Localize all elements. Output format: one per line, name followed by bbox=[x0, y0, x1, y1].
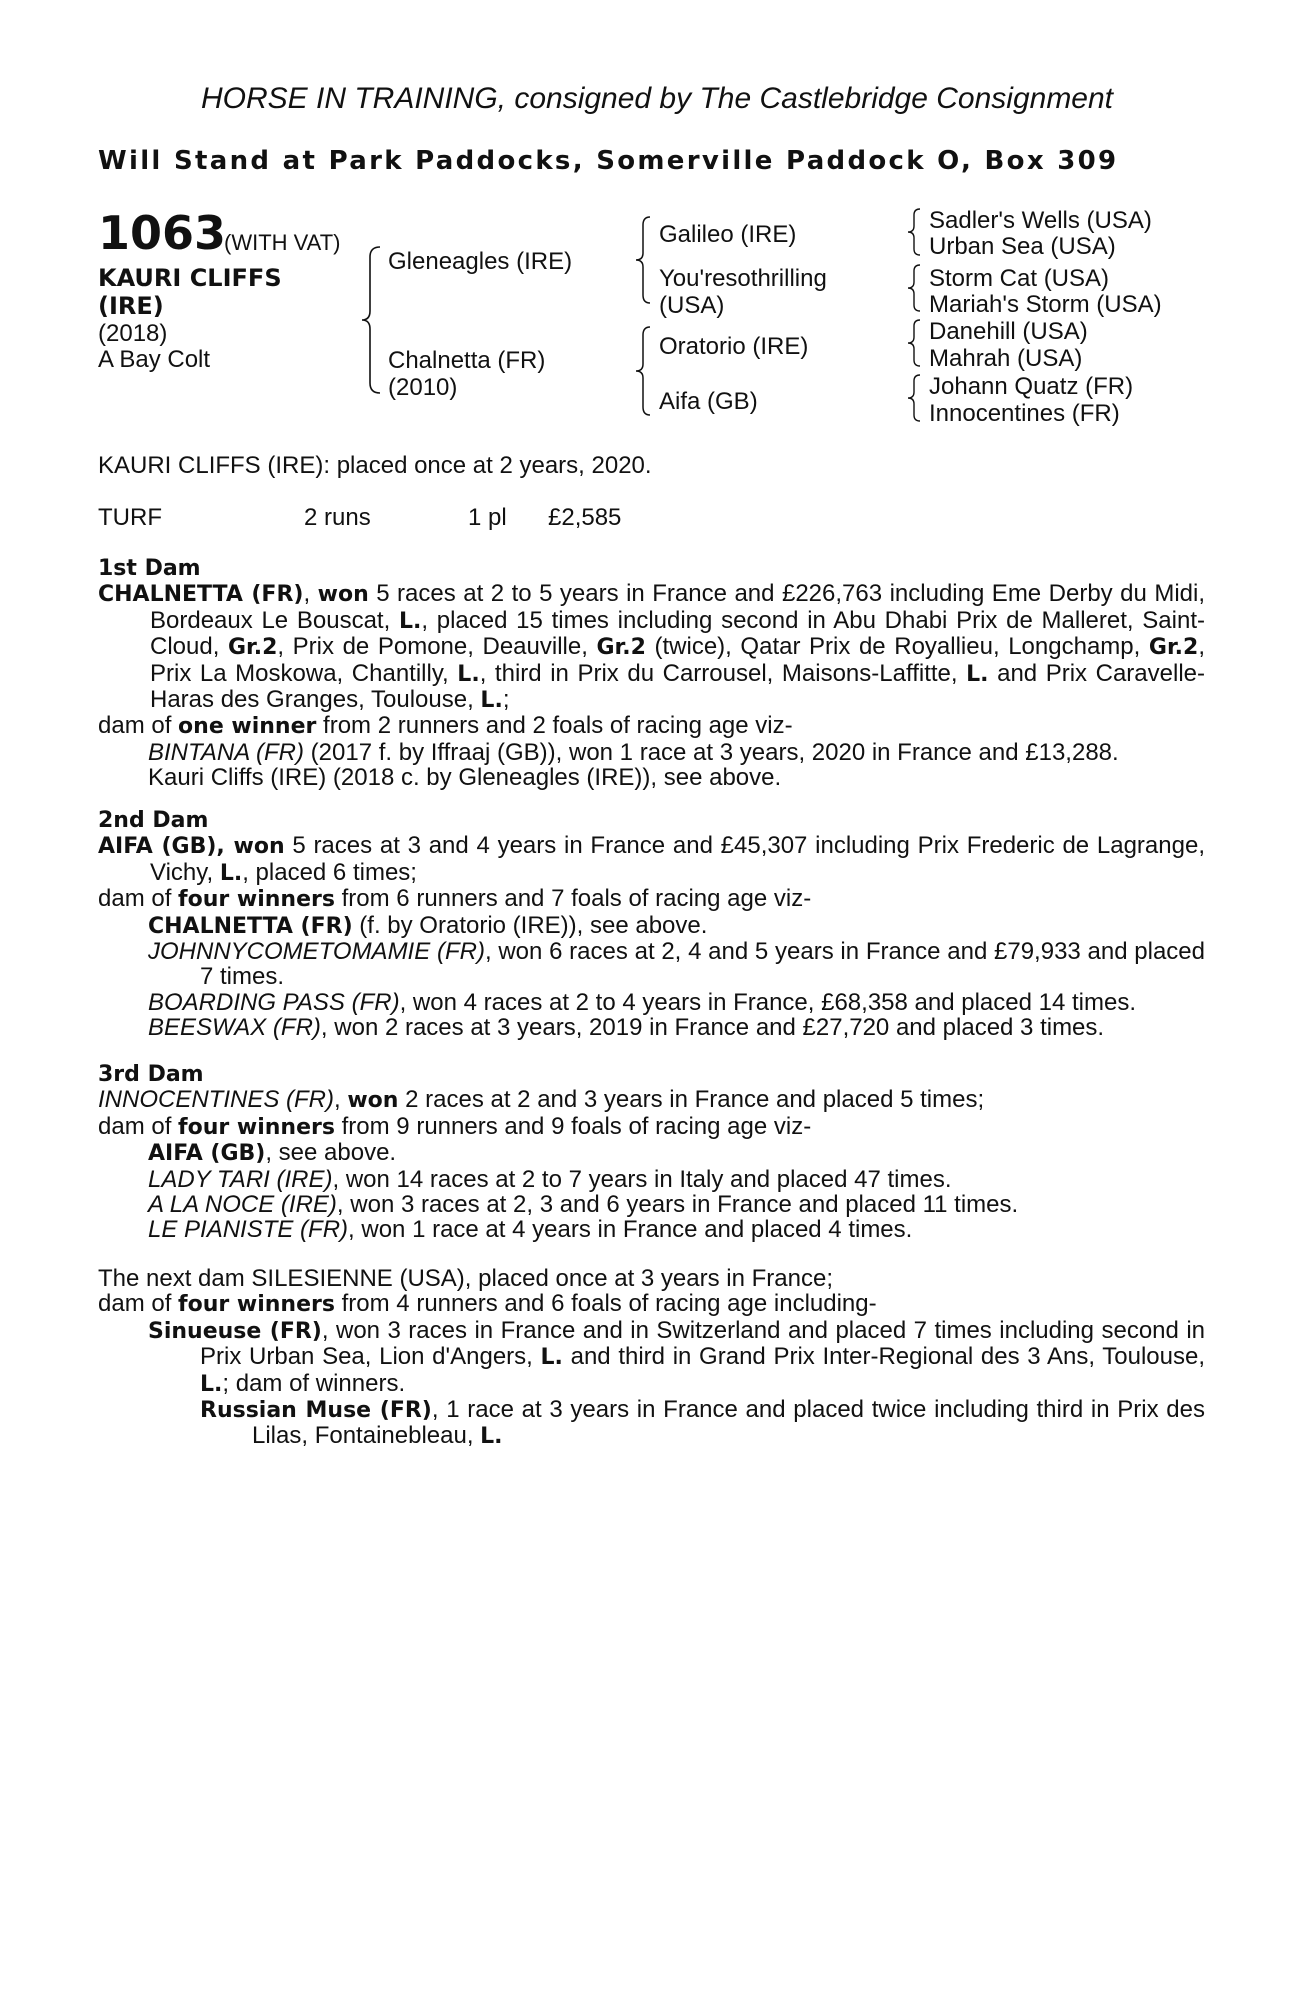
progeny-item bbox=[98, 1397, 1205, 1450]
pedigree-sdd: Mariah's Storm (USA) bbox=[929, 291, 1162, 318]
pedigree-ddd: Innocentines (FR) bbox=[929, 400, 1120, 427]
progeny-text: , see above. bbox=[265, 1139, 397, 1167]
group-tag: Gr.2 bbox=[596, 635, 646, 661]
progeny-item bbox=[98, 1140, 1205, 1166]
progeny-text: , won 2 races at 3 years, 2019 in France and £27,720 and placed 3 times. bbox=[320, 1014, 1105, 1042]
record-earnings: £2,585 bbox=[548, 504, 622, 531]
horse-description: A Bay Colt bbox=[98, 346, 211, 373]
progeny-name: LADY TARI (IRE) bbox=[148, 1165, 333, 1193]
pedigree-dsd: Mahrah (USA) bbox=[929, 345, 1083, 372]
progeny-text: , won 4 races at 2 to 4 years in France, £68,358 and placed 14 times. bbox=[399, 988, 1137, 1016]
first-dam-name: CHALNETTA (FR) bbox=[98, 582, 304, 608]
first-dam-produce bbox=[98, 713, 1205, 739]
progeny-name: JOHNNYCOMETOMAMIE (FR) bbox=[148, 938, 485, 966]
progeny-name: Russian Muse (FR) bbox=[200, 1398, 432, 1424]
pedigree-dss: Danehill (USA) bbox=[929, 318, 1088, 345]
pedigree-sire-dam-country: (USA) bbox=[659, 292, 725, 319]
horse-name-line2: (IRE) bbox=[98, 292, 164, 320]
pedigree-dam: Chalnetta (FR) bbox=[388, 347, 546, 374]
progeny-text: , won 6 races at 2, 4 and 5 years in France and £79,933 and placed 7 times. bbox=[200, 938, 1205, 991]
progeny-name: BINTANA (FR) bbox=[148, 738, 304, 766]
produce-text: dam of bbox=[98, 712, 179, 740]
pedigree-sire-dam: You'resothrilling bbox=[659, 265, 827, 292]
progeny-name: CHALNETTA (FR) bbox=[148, 913, 353, 939]
progeny-text: , won 3 races in France and in Switzerland and placed 7 times including second in Prix Urban Sea, Lion d'Angers, bbox=[200, 1316, 1206, 1371]
third-dam-name: INNOCENTINES (FR) bbox=[98, 1086, 334, 1114]
listed-tag: L. bbox=[219, 860, 243, 886]
first-dam-text: 5 races at 2 to 5 years in France and £226,763 including Eme Derby du Midi, Bordeaux Le Bouscat, bbox=[150, 580, 1206, 634]
pedigree-dam-sire: Oratorio (IRE) bbox=[659, 333, 809, 360]
progeny-text: and third in Grand Prix Inter-Regional des 3 Ans, Toulouse, bbox=[562, 1343, 1205, 1371]
record-surface: TURF bbox=[98, 504, 162, 531]
first-dam-text: ; bbox=[502, 686, 510, 714]
pedigree-sire: Gleneagles (IRE) bbox=[388, 248, 573, 275]
progeny-text: , 1 race at 3 years in France and placed twice including third in Prix des Lilas, Fontainebleau, bbox=[252, 1396, 1205, 1450]
second-dam-produce bbox=[98, 886, 1205, 912]
next-dam-produce bbox=[98, 1291, 1205, 1317]
produce-count: four winners bbox=[178, 1114, 335, 1140]
first-dam-heading: 1st Dam bbox=[98, 556, 201, 581]
pedigree-brace-gen1 bbox=[360, 245, 382, 395]
stand-location: Will Stand at Park Paddocks, Somerville Paddock O, Box 309 bbox=[98, 146, 1119, 176]
listed-tag: L. bbox=[480, 1424, 503, 1450]
catalogue-header: HORSE IN TRAINING, consigned by The Castlebridge Consignment bbox=[200, 82, 1114, 115]
pedigree-ssd: Urban Sea (USA) bbox=[929, 233, 1116, 260]
progeny-text: ; dam of winners. bbox=[222, 1369, 406, 1397]
pedigree-sss: Sadler's Wells (USA) bbox=[929, 207, 1152, 234]
progeny-item bbox=[98, 939, 1205, 990]
record-runs: 2 runs bbox=[304, 504, 371, 531]
pedigree-brace-dd bbox=[906, 373, 922, 423]
listed-tag: L. bbox=[966, 661, 989, 687]
second-dam-text: 5 races at 3 and 4 years in France and £45,307 including Prix Frederic de Lagrange, Vichy, bbox=[150, 832, 1205, 886]
produce-count: one winner bbox=[178, 714, 317, 740]
progeny-text: (2017 f. by Iffraaj (GB)), won 1 race at 3 years, 2020 in France and £13,288. bbox=[304, 738, 1119, 766]
progeny-item bbox=[98, 1015, 1205, 1040]
third-dam-text: 2 races at 2 and 3 years in France and placed 5 times; bbox=[398, 1086, 985, 1114]
produce-count: four winners bbox=[178, 1292, 335, 1318]
horse-name-line1: KAURI CLIFFS bbox=[98, 264, 282, 292]
lot-number: 1063 bbox=[98, 206, 227, 260]
next-dam-section bbox=[98, 1266, 1205, 1450]
race-summary: KAURI CLIFFS (IRE): placed once at 2 years, 2020. bbox=[98, 452, 652, 479]
produce-text: from 4 runners and 6 foals of racing age including- bbox=[334, 1290, 877, 1318]
listed-tag: L. bbox=[540, 1345, 563, 1371]
progeny-name: Sinueuse (FR) bbox=[148, 1318, 322, 1344]
group-tag: Gr.2 bbox=[227, 635, 278, 661]
horse-year: (2018) bbox=[98, 320, 168, 347]
pedigree-brace-dam bbox=[634, 325, 652, 417]
progeny-text: (f. by Oratorio (IRE)), see above. bbox=[352, 911, 708, 939]
next-dam-record: The next dam SILESIENNE (USA), placed once at 3 years in France; bbox=[98, 1265, 833, 1292]
third-dam-section bbox=[98, 1062, 1205, 1243]
progeny-name: A LA NOCE (IRE) bbox=[148, 1191, 337, 1219]
vat-note: (WITH VAT) bbox=[224, 230, 341, 255]
progeny-text: , won 1 race at 4 years in France and placed 4 times. bbox=[348, 1216, 913, 1244]
produce-text: from 6 runners and 7 foals of racing age viz- bbox=[334, 885, 812, 913]
progeny-name: AIFA (GB) bbox=[148, 1141, 266, 1167]
produce-text: dam of bbox=[98, 885, 179, 913]
pedigree-brace-ds bbox=[906, 318, 922, 368]
second-dam-name: AIFA (GB), won bbox=[98, 834, 285, 860]
first-dam-text: , third in Prix du Carrousel, Maisons-Laffitte, bbox=[479, 659, 967, 687]
progeny-name: BEESWAX (FR) bbox=[148, 1014, 321, 1042]
third-dam-heading: 3rd Dam bbox=[98, 1062, 204, 1087]
pedigree-dds: Johann Quatz (FR) bbox=[929, 373, 1134, 400]
progeny-text: , won 14 races at 2 to 7 years in Italy and placed 47 times. bbox=[332, 1165, 952, 1193]
listed-tag: L. bbox=[200, 1371, 223, 1397]
progeny-item bbox=[98, 1217, 1205, 1242]
pedigree-dam-year: (2010) bbox=[388, 374, 458, 401]
produce-text: dam of bbox=[98, 1112, 179, 1140]
first-dam-text: , placed 15 times including second in Abu Dhabi Prix de Malleret, Saint-Cloud, bbox=[150, 606, 1205, 661]
horse-name bbox=[98, 264, 282, 320]
produce-text: from 2 runners and 2 foals of racing age viz- bbox=[316, 712, 793, 740]
second-dam-text: , placed 6 times; bbox=[242, 858, 417, 886]
produce-text: from 9 runners and 9 foals of racing age viz- bbox=[334, 1112, 812, 1140]
progeny-item bbox=[98, 1192, 1205, 1217]
progeny-item bbox=[98, 1318, 1205, 1397]
second-dam-heading: 2nd Dam bbox=[98, 808, 209, 833]
progeny-item bbox=[98, 740, 1205, 765]
produce-text: dam of bbox=[98, 1290, 179, 1318]
group-tag: Gr.2 bbox=[1148, 635, 1199, 661]
third-dam-produce bbox=[98, 1114, 1205, 1140]
second-dam-section bbox=[98, 808, 1205, 1041]
listed-tag: L. bbox=[480, 688, 503, 714]
first-dam-record: CHALNETTA (FR), won 5 races at 2 to 5 years in France and £226,763 including Eme Derby du Midi, Bordeaux Le Bouscat, L., placed 15 times including second in Abu Dhabi Prix de Malleret, Saint-Cloud, Gr.2, Prix de Pomone, Deauville, Gr.2 (twice), Qatar Prix de Royallieu, Longchamp, Gr.2, Prix La Moskowa, Chantilly, L., third in Prix du Carrousel, Maisons-Laffitte, L. and Prix Caravelle-Haras des Granges, Toulouse, L.; bbox=[98, 580, 1206, 714]
progeny-text: , won 3 races at 2, 3 and 6 years in France and placed 11 times. bbox=[336, 1191, 1019, 1219]
third-dam-won: won bbox=[347, 1088, 399, 1114]
pedigree-sire-sire: Galileo (IRE) bbox=[659, 221, 797, 248]
progeny-text: Kauri Cliffs (IRE) (2018 c. by Gleneagles (IRE)), see above. bbox=[148, 764, 782, 792]
pedigree-brace-sire bbox=[634, 215, 652, 305]
third-dam-text: , bbox=[334, 1086, 348, 1114]
progeny-item bbox=[98, 913, 1205, 939]
third-dam-record bbox=[98, 1087, 1205, 1113]
progeny-name: BOARDING PASS (FR) bbox=[148, 988, 400, 1016]
progeny-item bbox=[98, 1167, 1205, 1192]
pedigree-sds: Storm Cat (USA) bbox=[929, 265, 1110, 292]
progeny-name: LE PIANISTE (FR) bbox=[148, 1216, 349, 1244]
first-dam-text: (twice), Qatar Prix de Royallieu, Longchamp, bbox=[645, 633, 1149, 661]
second-dam-record bbox=[98, 833, 1205, 886]
first-dam-text: , Prix de Pomone, Deauville, bbox=[277, 633, 597, 661]
first-dam-text: and Prix Caravelle-Haras des Granges, Toulouse, bbox=[150, 659, 1205, 714]
pedigree-brace-sd bbox=[906, 263, 922, 313]
pedigree-dam-dam: Aifa (GB) bbox=[659, 388, 758, 415]
progeny-item bbox=[98, 765, 1205, 790]
pedigree-brace-ss bbox=[906, 207, 922, 257]
first-dam-text: , Prix La Moskowa, Chantilly, bbox=[150, 633, 1205, 687]
first-dam-won: won bbox=[317, 582, 369, 608]
produce-count: four winners bbox=[178, 887, 335, 913]
first-dam-section bbox=[98, 556, 1205, 791]
listed-tag: L. bbox=[398, 608, 422, 634]
listed-tag: L. bbox=[457, 661, 480, 687]
record-placed: 1 pl bbox=[468, 504, 507, 531]
progeny-item bbox=[98, 990, 1205, 1015]
